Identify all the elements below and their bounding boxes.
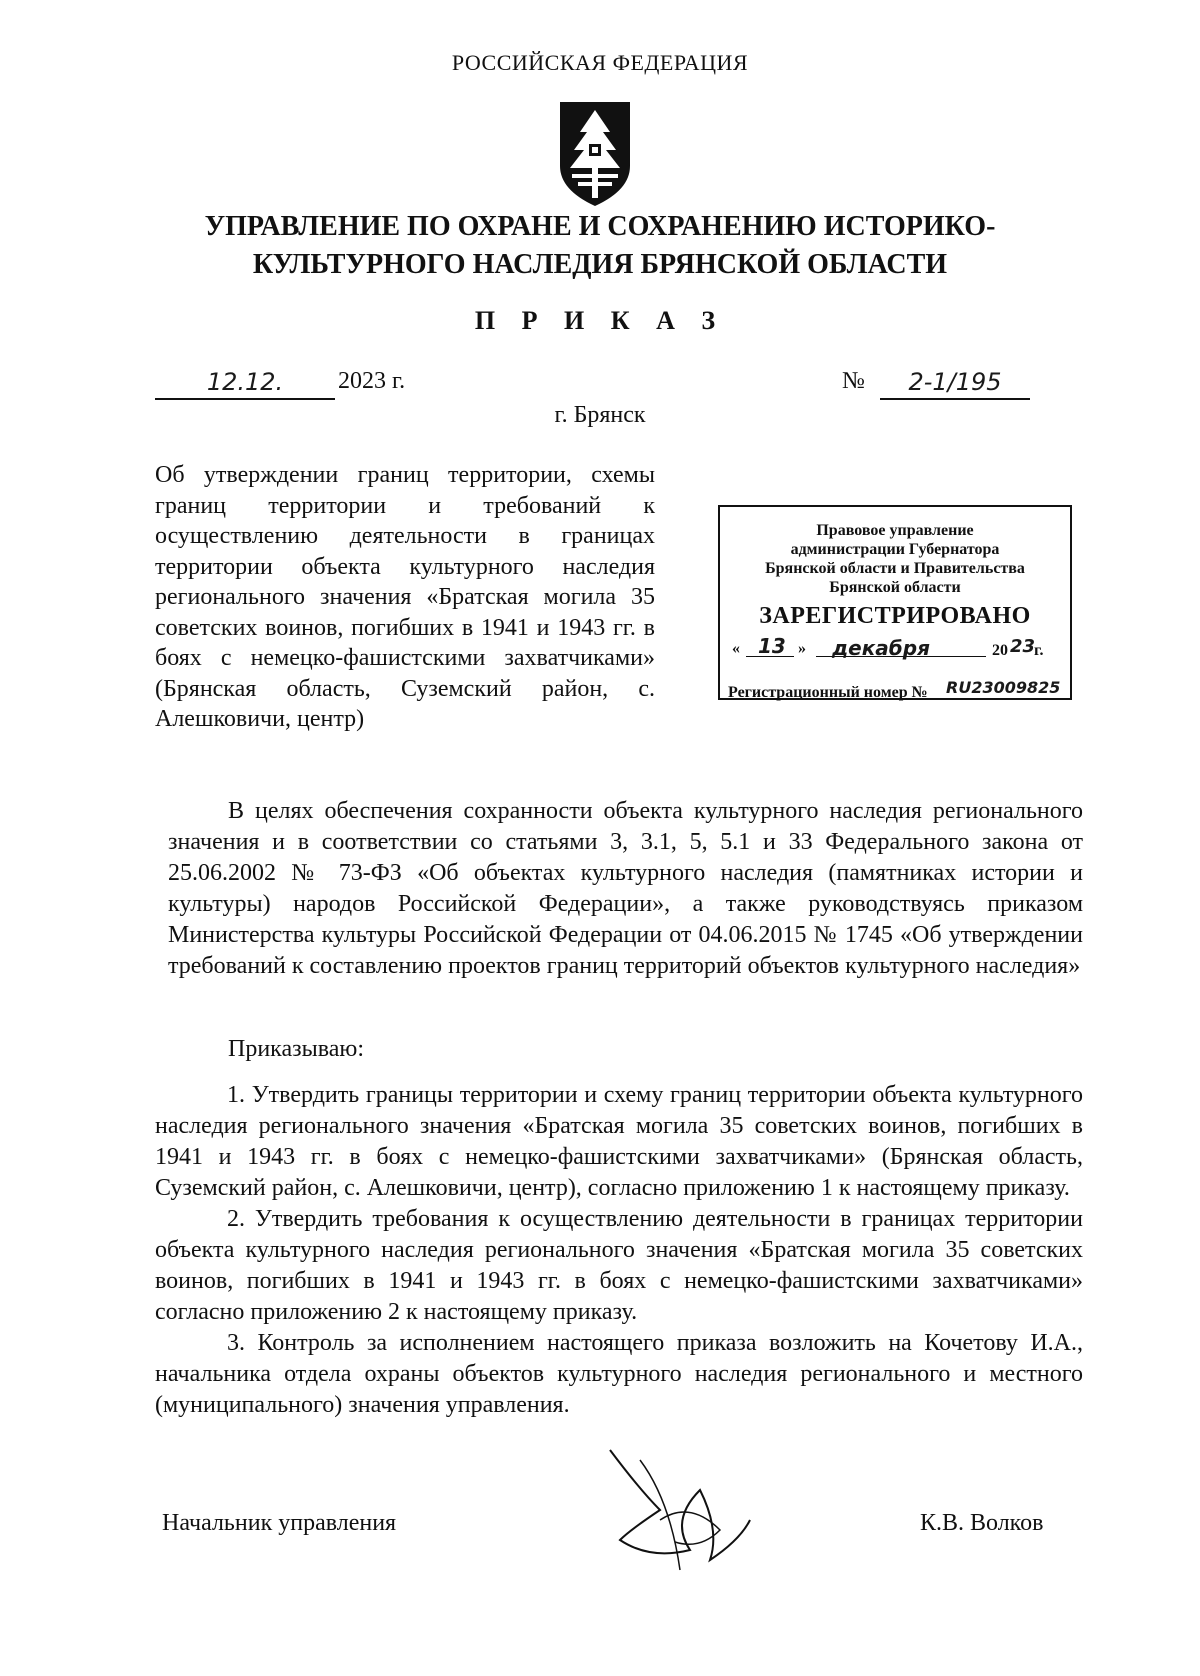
signatory-name: К.В. Волков [920,1510,1044,1536]
agency-title [150,208,1050,284]
order-number-handwritten: 2-1/195 [908,368,1002,396]
stamp-organization [720,521,1070,597]
agency-title-line1: УПРАВЛЕНИЕ ПО ОХРАНЕ И СОХРАНЕНИЮ ИСТОРИКО- [204,211,996,242]
registration-stamp [718,505,1072,700]
stamp-regnum-row [720,678,1070,708]
country-heading: РОССИЙСКАЯ ФЕДЕРАЦИЯ [451,50,749,75]
stamp-org-line: Брянской области и Правительства [765,560,1025,577]
stamp-org-line: Брянской области [829,579,961,596]
stamp-month-handwritten: декабря [832,636,930,660]
stamp-day-handwritten: 13 [758,634,786,658]
stamp-year-prefix: 20 [992,642,1008,659]
stamp-regnum-label: Регистрационный номер № [728,684,928,701]
date-field [155,368,335,400]
stamp-org-line: администрации Губернатора [790,541,1000,558]
date-year: 2023 г. [338,368,406,394]
coat-of-arms-icon [556,98,634,210]
stamp-year-handwritten: 23 [1010,636,1036,657]
stamp-date: « 13 » декабря 20 23 г. [732,634,1044,660]
document-subject: Об утверждении границ территории, схемы границ территории и требований к осуществлению деятельности в границах территории объекта культурного наследия регионального значения «Братская могила 35 советских воинов, погибших в 1941 и 1943 гг. в боях с немецко-фашистскими захватчиками» (Брянская область, Суземский район, с. Алешковичи, центр) [155,462,655,732]
stamp-year-suffix: г. [1034,642,1044,659]
signatory-title: Начальник управления [162,1510,397,1536]
order-number-field [880,368,1030,400]
order-item: 3. Контроль за исполнением настоящего приказа возложить на Кочетову И.А., начальника отдела охраны объектов культурного наследия регионального и местного (муниципального) значения управления. [155,1330,1083,1418]
preamble-paragraph: В целях обеспечения сохранности объекта культурного наследия регионального значения и в соответствии со статьями 3, 3.1, 5, 5.1 и 33 Федерального закона от 25.06.2002 № 73-ФЗ «Об объектах культурного наследия (памятниках истории и культуры) народов Российской Федерации», а также руководствуясь приказом Министерства культуры Российской Федерации от 04.06.2015 № 1745 «Об утверждении требований к составлению проектов границ территорий объектов культурного наследия» [168,798,1083,979]
document-type: П Р И К А З [474,306,726,335]
order-word: Приказываю: [228,1036,364,1062]
date-handwritten: 12.12. [206,368,284,396]
order-item: 2. Утвердить требования к осуществлению деятельности в границах территории объекта культурного наследия регионального значения «Братская могила 35 советских воинов, погибших в 1941 и 1943 гг. в боях с немецко-фашистскими захватчиками» согласно приложению 2 к настоящему приказу. [155,1206,1083,1325]
number-sign: № [842,368,865,394]
handwritten-signature [600,1430,760,1580]
order-items [155,1080,1083,1421]
agency-title-line2: КУЛЬТУРНОГО НАСЛЕДИЯ БРЯНСКОЙ ОБЛАСТИ [252,249,948,280]
stamp-regnum-handwritten: RU23009825 [946,678,1061,697]
order-item: 1. Утвердить границы территории и схему границ территории объекта культурного наследия регионального значения «Братская могила 35 советских воинов, погибших в 1941 и 1943 гг. в боях с немецко-фашистскими захватчиками» (Брянская область, Суземский район, с. Алешковичи, центр), согласно приложению 1 к настоящему приказу. [155,1082,1083,1201]
stamp-registered: ЗАРЕГИСТРИРОВАНО [759,603,1031,629]
stamp-org-line: Правовое управление [816,522,974,539]
city: г. Брянск [554,402,646,428]
